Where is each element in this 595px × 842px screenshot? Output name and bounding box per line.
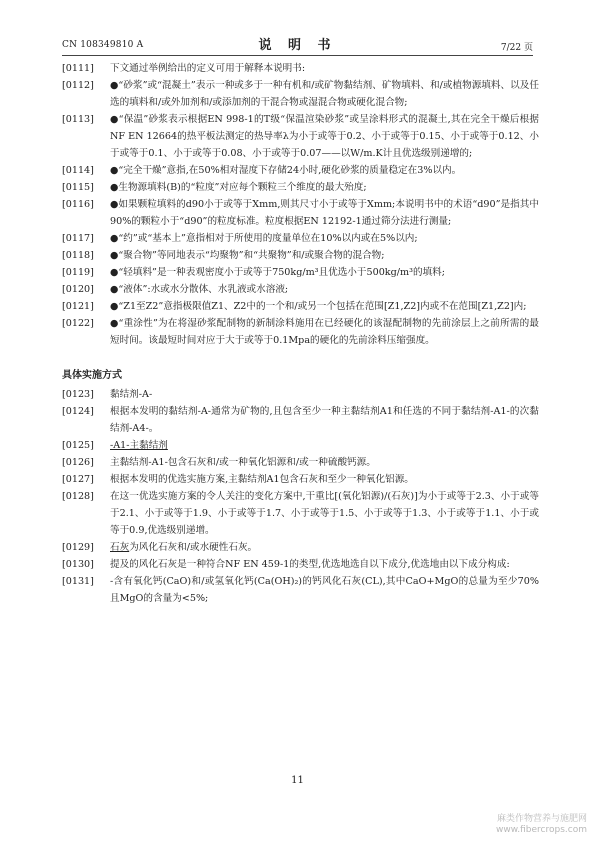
paragraph-number: [0113]	[62, 114, 94, 125]
paragraph-text: 黏结剂-A-	[110, 389, 153, 400]
watermark	[496, 814, 587, 836]
paragraph	[62, 488, 539, 539]
paragraph	[62, 230, 539, 247]
paragraph-number: [0122]	[62, 318, 94, 329]
paragraph	[62, 315, 539, 349]
paragraph-text: ●“Z1至Z2”意指极限值Z1、Z2中的一个和/或另一个包括在范围[Z1,Z2]内或不在范围[Z1,Z2]内;	[110, 301, 527, 312]
paragraph	[62, 281, 539, 298]
paragraph	[62, 403, 539, 437]
paragraph-text: 根据本发明的黏结剂-A-通常为矿物的,且包含至少一种主黏结剂A1和任选的不同于黏结剂-A1-的次黏结剂-A4-。	[110, 406, 539, 434]
document-body	[62, 60, 539, 607]
paragraph-number: [0130]	[62, 559, 94, 570]
paragraph-number: [0128]	[62, 491, 94, 502]
section-title: 具体实施方式	[62, 370, 122, 381]
document-title: 说 明 书	[258, 38, 337, 53]
paragraph-number: [0115]	[62, 182, 94, 193]
paragraph-number: [0120]	[62, 284, 94, 295]
paragraph-text: -含有氧化钙(CaO)和/或氢氧化钙(Ca(OH)₂)的钙风化石灰(CL),其中CaO+MgO的总量为至少70%且MgO的含量为<5%;	[110, 576, 539, 604]
paragraph	[62, 162, 539, 179]
paragraph-number: [0124]	[62, 406, 94, 417]
header-divider	[62, 55, 533, 56]
paragraph-number: [0126]	[62, 457, 94, 468]
paragraph-number: [0121]	[62, 301, 94, 312]
paragraph	[62, 179, 539, 196]
paragraph-text: ●“轻填料”是一种表观密度小于或等于750kg/m³且优选小于500kg/m³的填料;	[110, 267, 445, 278]
paragraph-text: 根据本发明的优选实施方案,主黏结剂A1包含石灰和至少一种氧化铝源。	[110, 474, 414, 485]
paragraph-text: ●“保温”砂浆表示根据EN 998-1的T级“保温渲染砂浆”或呈涂料形式的混凝土,其在完全干燥后根据NF EN 12664的热平板法测定的热导率λ为小于或等于0.2、小于或等于0.15、小于或等于0.12、小于或等于0.1、小于或等于0.08、小于或等于0.07——以W/m.K计且优选级别递增的;	[110, 114, 539, 159]
paragraph-text: ●“液体”:水或水分散体、水乳液或水溶液;	[110, 284, 289, 295]
paragraph	[62, 386, 539, 403]
underlined-term: 石灰	[110, 542, 130, 553]
paragraph-text: ●“约”或“基本上”意指相对于所使用的度量单位在10%以内或在5%以内;	[110, 233, 418, 244]
paragraph-text: ●如果颗粒填料的d90小于或等于Xmm,则其尺寸小于或等于Xmm;本说明书中的术语“d90”是指其中90%的颗粒小于“d90”的粒度标准。粒度根据EN 12192-1通过筛分法进行测量;	[110, 199, 539, 227]
paragraph-number: [0119]	[62, 267, 94, 278]
paragraph-text: ●生物源填料(B)的“粒度”对应每个颗粒三个维度的最大殆度;	[110, 182, 367, 193]
paragraph	[62, 111, 539, 162]
paragraph-number: [0116]	[62, 199, 94, 210]
subsection-heading: -A1-主黏结剂	[110, 440, 168, 451]
paragraph-text: ●“聚合物”等同地表示“均聚物”和“共聚物”和/或聚合物的混合物;	[110, 250, 385, 261]
paragraph-text: ●“砂浆”或“混凝土”表示一种或多于一种有机和/或矿物黏结剂、矿物填料、和/或植物源填料、以及任选的填料和/或外加剂和/或添加剂的干混合物或湿混合物或硬化混合物;	[110, 80, 539, 108]
paragraph-text: 提及的风化石灰是一种符合NF EN 459-1的类型,优选地选自以下成分,优选地由以下成分构成:	[110, 559, 510, 570]
paragraph-text: 主黏结剂-A1-包含石灰和/或一种氧化铝源和/或一种硫酸钙源。	[110, 457, 376, 468]
paragraph-text: 下文通过举例给出的定义可用于解释本说明书:	[110, 63, 306, 74]
publication-number: CN 108349810 A	[62, 40, 144, 50]
paragraph-number: [0131]	[62, 576, 94, 587]
paragraph	[62, 471, 539, 488]
paragraph-text: ●“完全干燥”意指,在50%相对湿度下存储24小时,硬化砂浆的质量稳定在3%以内。	[110, 165, 462, 176]
paragraph-number: [0123]	[62, 389, 94, 400]
page-header	[62, 34, 533, 54]
paragraph	[62, 264, 539, 281]
paragraph	[62, 77, 539, 111]
page-indicator: 7/22 页	[500, 43, 533, 53]
paragraph-text: 在这一优选实施方案的令人关注的变化方案中,干重比[(氧化铝源)/(石灰)]为小于或等于2.3、小于或等于2.1、小于或等于1.9、小于或等于1.7、小于或等于1.5、小于或等于1.3、小于或等于1.1、小于或等于0.9,优选级别递增。	[110, 491, 539, 536]
watermark-line: 麻类作物营养与施肥网	[496, 814, 587, 824]
paragraph	[62, 60, 539, 77]
paragraph-number: [0127]	[62, 474, 94, 485]
paragraph-number: [0112]	[62, 80, 94, 91]
page-number: 11	[291, 775, 304, 786]
paragraph-number: [0114]	[62, 165, 94, 176]
paragraph	[62, 454, 539, 471]
paragraph	[62, 539, 539, 556]
paragraph-number: [0117]	[62, 233, 94, 244]
paragraph-text: ●“重涂性”为在将湿砂浆配制物的新制涂料施用在已经硬化的该湿配制物的先前涂层上之前所需的最短时间。该最短时间对应于大于或等于0.1Mpa的硬化的先前涂料压缩强度。	[110, 318, 539, 346]
watermark-line: www.fibercrops.com	[496, 825, 587, 835]
paragraph-number: [0129]	[62, 542, 94, 553]
paragraph-number: [0125]	[62, 440, 94, 451]
paragraph-number: [0111]	[62, 63, 94, 74]
paragraph	[62, 298, 539, 315]
paragraph	[62, 437, 539, 454]
paragraph	[62, 196, 539, 230]
paragraph-text	[110, 539, 539, 556]
paragraph-text-rest: 为风化石灰和/或水硬性石灰。	[129, 542, 258, 553]
paragraph	[62, 573, 539, 607]
paragraph	[62, 247, 539, 264]
paragraph-number: [0118]	[62, 250, 94, 261]
paragraph	[62, 556, 539, 573]
